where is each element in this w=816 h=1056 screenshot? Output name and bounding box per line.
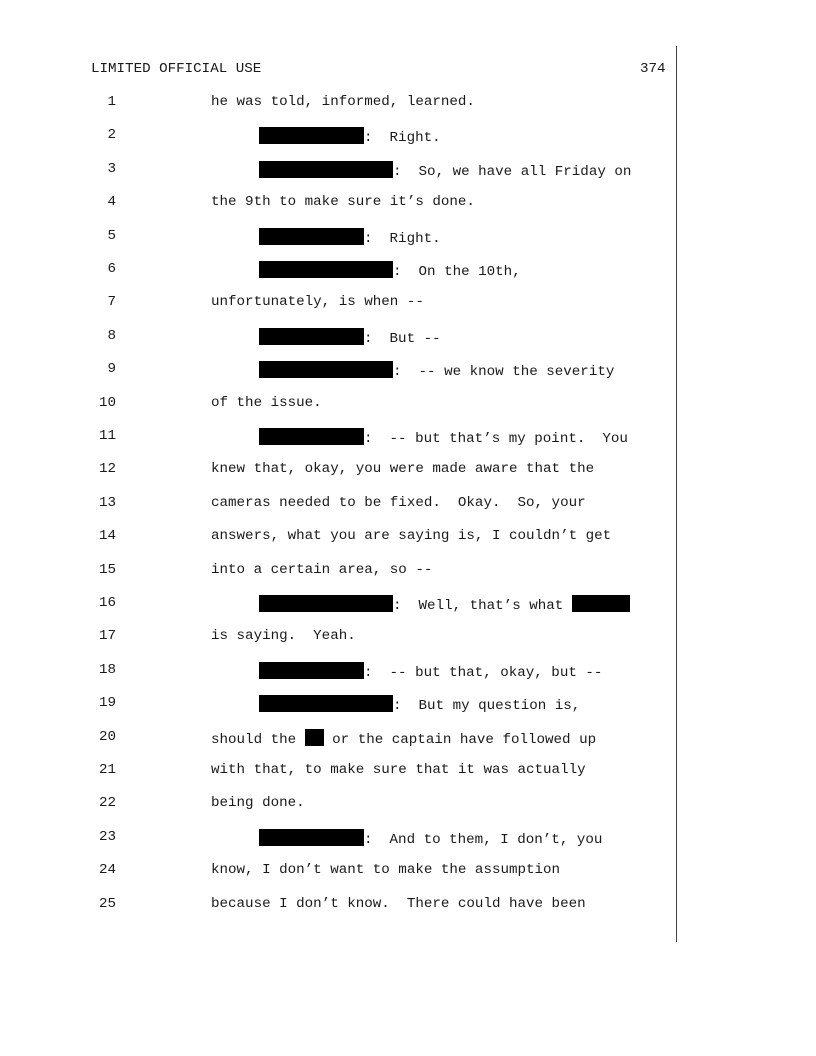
line-text — [259, 127, 441, 146]
line-text — [211, 562, 432, 578]
transcript-line — [0, 261, 816, 283]
transcript-line — [0, 127, 816, 149]
line-text-segment: being done. — [211, 795, 305, 812]
line-text-segment: with that, to make sure that it was actually — [211, 762, 586, 778]
line-text — [259, 361, 614, 380]
line-text-segment: know, I don’t want to make the assumption — [211, 862, 561, 879]
transcript-line — [0, 228, 816, 250]
line-number: 10 — [98, 394, 116, 411]
redaction-box — [572, 595, 630, 612]
line-number: 23 — [98, 828, 116, 845]
redaction-box — [259, 361, 393, 378]
line-text — [259, 161, 631, 180]
line-number: 7 — [107, 294, 116, 311]
transcript-line — [0, 328, 816, 350]
line-text — [211, 795, 305, 811]
transcript-line — [0, 662, 816, 684]
line-number: 2 — [107, 127, 116, 144]
line-number: 25 — [98, 895, 116, 912]
line-text — [259, 428, 628, 447]
line-text-segment: : And to them, I don’t, you — [364, 831, 603, 848]
transcript-line — [0, 461, 816, 483]
line-text — [211, 395, 322, 411]
page-number: 374 — [640, 61, 666, 77]
line-text-segment: : Well, that’s what — [393, 598, 572, 614]
line-text — [259, 662, 602, 681]
line-text-segment: : But my question is, — [393, 698, 581, 715]
line-number: 13 — [98, 494, 116, 511]
transcript-line — [0, 528, 816, 550]
line-number: 15 — [98, 561, 116, 578]
transcript-line — [0, 495, 816, 517]
line-text — [259, 328, 441, 347]
line-number: 11 — [98, 428, 116, 444]
line-text — [211, 495, 586, 511]
line-text-segment: unfortunately, is when -- — [211, 294, 424, 311]
line-text — [211, 94, 475, 110]
line-text-segment: : But -- — [364, 330, 441, 347]
line-text-segment: cameras needed to be fixed. Okay. So, your — [211, 494, 586, 511]
redaction-box — [259, 829, 364, 846]
line-text-segment: : -- but that, okay, but -- — [364, 664, 603, 681]
line-number: 19 — [98, 695, 116, 712]
line-number: 6 — [107, 261, 116, 277]
transcript-line — [0, 595, 816, 617]
transcript-line — [0, 395, 816, 417]
line-number: 14 — [98, 528, 116, 545]
line-text — [259, 695, 580, 714]
redaction-box — [259, 228, 364, 245]
redaction-box — [259, 428, 364, 445]
line-text-segment: the 9th to make sure it’s done. — [211, 194, 475, 211]
line-text — [211, 896, 586, 912]
line-text-segment: : So, we have all Friday on — [393, 163, 632, 180]
line-text-segment: answers, what you are saying is, I couldn’t get — [211, 528, 612, 545]
transcript-line — [0, 829, 816, 851]
line-text — [259, 228, 441, 247]
line-text — [211, 729, 596, 748]
transcript-line — [0, 762, 816, 784]
line-number: 3 — [107, 160, 116, 177]
transcript-line — [0, 428, 816, 450]
line-text-segment: : -- we know the severity — [393, 364, 615, 381]
line-number: 22 — [98, 795, 116, 812]
transcript-line — [0, 862, 816, 884]
redaction-box — [259, 695, 393, 712]
line-text — [259, 595, 630, 614]
transcript-line — [0, 294, 816, 316]
transcript-line — [0, 695, 816, 717]
line-text-segment: is saying. Yeah. — [211, 628, 356, 645]
line-number: 8 — [107, 327, 116, 344]
redaction-box — [259, 261, 393, 278]
transcript-line — [0, 562, 816, 584]
redaction-box — [305, 729, 324, 746]
line-number: 9 — [107, 361, 116, 378]
line-number: 1 — [107, 94, 116, 110]
line-text-segment: : Right. — [364, 130, 441, 147]
transcript-line — [0, 896, 816, 918]
redaction-box — [259, 328, 364, 345]
line-text — [259, 261, 521, 280]
transcript-line — [0, 729, 816, 751]
line-text-segment: : -- but that’s my point. You — [364, 431, 628, 447]
line-text-segment: of the issue. — [211, 394, 322, 411]
transcript-line — [0, 361, 816, 383]
line-text-segment: or the captain have followed up — [323, 731, 597, 748]
transcript-line — [0, 194, 816, 216]
line-text — [211, 762, 586, 778]
line-number: 5 — [107, 227, 116, 244]
line-text — [211, 862, 560, 878]
line-text-segment: should the — [211, 731, 305, 748]
line-number: 4 — [107, 194, 116, 211]
line-text — [211, 461, 594, 477]
line-number: 16 — [98, 595, 116, 611]
line-number: 24 — [98, 862, 116, 879]
line-number: 18 — [98, 661, 116, 678]
header-classification: LIMITED OFFICIAL USE — [91, 61, 262, 77]
redaction-box — [259, 595, 393, 612]
line-text — [211, 294, 424, 310]
line-text-segment: : On the 10th, — [393, 264, 521, 280]
line-text — [211, 194, 475, 210]
transcript-line — [0, 94, 816, 116]
line-text-segment: knew that, okay, you were made aware that the — [211, 461, 595, 478]
transcript-line — [0, 795, 816, 817]
redaction-box — [259, 161, 393, 178]
transcript-line — [0, 161, 816, 183]
redaction-box — [259, 662, 364, 679]
line-text — [211, 528, 611, 544]
line-text-segment: : Right. — [364, 230, 441, 247]
redaction-box — [259, 127, 364, 144]
line-text-segment: into a certain area, so -- — [211, 561, 433, 578]
line-text — [211, 628, 356, 644]
line-text-segment: he was told, informed, learned. — [211, 94, 475, 110]
line-number: 21 — [98, 762, 116, 778]
line-text-segment: because I don’t know. There could have been — [211, 895, 586, 912]
line-number: 12 — [98, 461, 116, 478]
line-number: 20 — [98, 728, 116, 745]
transcript-line — [0, 628, 816, 650]
line-text — [259, 829, 602, 848]
line-number: 17 — [98, 628, 116, 645]
